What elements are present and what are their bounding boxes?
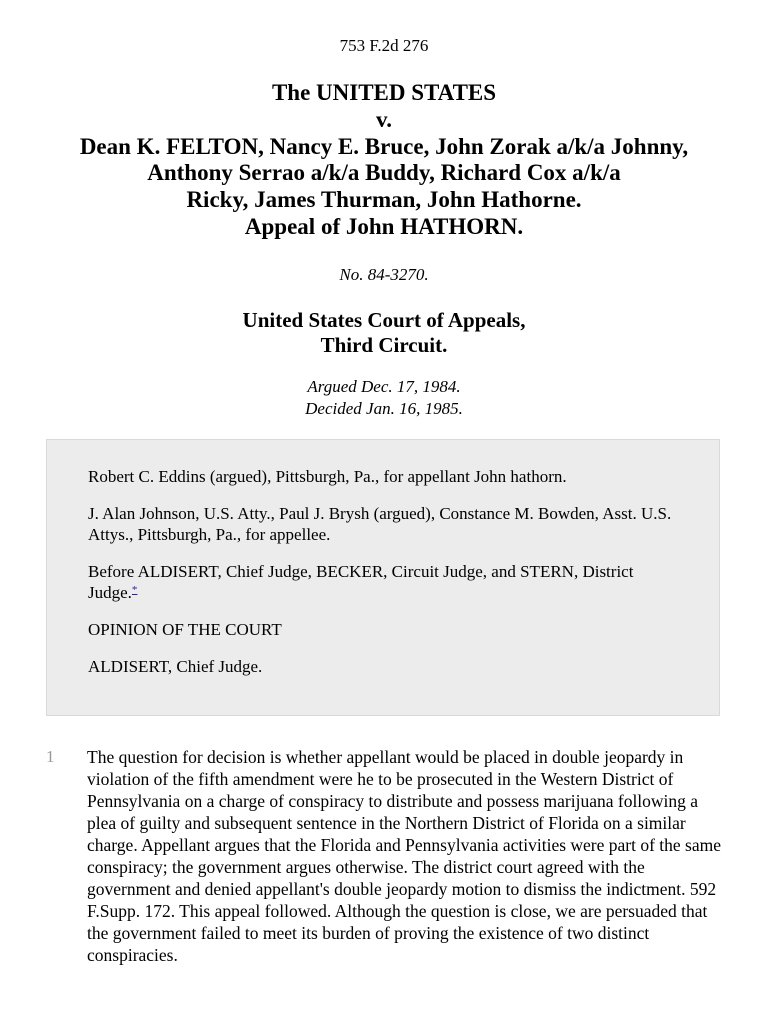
decided-date: Decided Jan. 16, 1985. [305,398,463,418]
court-circuit-line: Third Circuit. [320,332,448,357]
appellant-counsel: Robert C. Eddins (argued), Pittsburgh, Pa., for appellant John hathorn. [88,467,567,486]
panel-text: Before ALDISERT, Chief Judge, BECKER, Circuit Judge, and STERN, District Judge. [88,562,634,602]
opinion-heading: OPINION OF THE COURT [88,620,282,639]
docket-number: No. 84-3270. [339,265,429,284]
case-citation: 753 F.2d 276 [339,36,429,55]
case-caption [20,80,748,241]
paragraph-text: The question for decision is whether appellant would be placed in double jeopardy in violation of the fifth amendment were he to be prosecuted in the Western District of Pennsylvania on a charge of conspiracy to distribute and possess marijuana following a plea of guilty and subsequent sentence in the Northern District of Florida on a similar charge. Appellant argues that the Florida and Pennsylvania activities were part of the same conspiracy; the government argues otherwise. The district court agreed with the government and denied appellant's double jeopardy motion to dismiss the indictment. 592 F.Supp. 172. This appeal followed. Although the question is close, we are persuaded that the government failed to meet its burden of proving the existence of two distinct conspiracies. [87,747,722,965]
court-name [0,308,768,357]
caption-line: Anthony Serrao a/k/a Buddy, Richard Cox a/k/a [147,160,621,186]
caption-line: Appeal of John HATHORN. [244,213,524,239]
caption-line: The UNITED STATES [271,80,497,105]
panel-judges [88,561,679,603]
prelims-box [46,439,720,716]
opinion-author: ALDISERT, Chief Judge. [88,657,263,676]
caption-line: v. [376,106,392,132]
paragraph-number: 1 [46,747,55,766]
footnote-link[interactable]: * [131,584,138,596]
caption-line: Dean K. FELTON, Nancy E. Bruce, John Zorak a/k/a Johnny, [79,133,689,159]
argued-date: Argued Dec. 17, 1984. [307,377,461,396]
appellee-counsel: J. Alan Johnson, U.S. Atty., Paul J. Brysh (argued), Constance M. Bowden, Asst. U.S. Attys., Pittsburgh, Pa., for appellee. [88,504,672,544]
court-name-line: United States Court of Appeals, [242,308,526,332]
caption-line: Ricky, James Thurman, John Hathorne. [186,187,582,213]
case-dates [0,376,768,419]
